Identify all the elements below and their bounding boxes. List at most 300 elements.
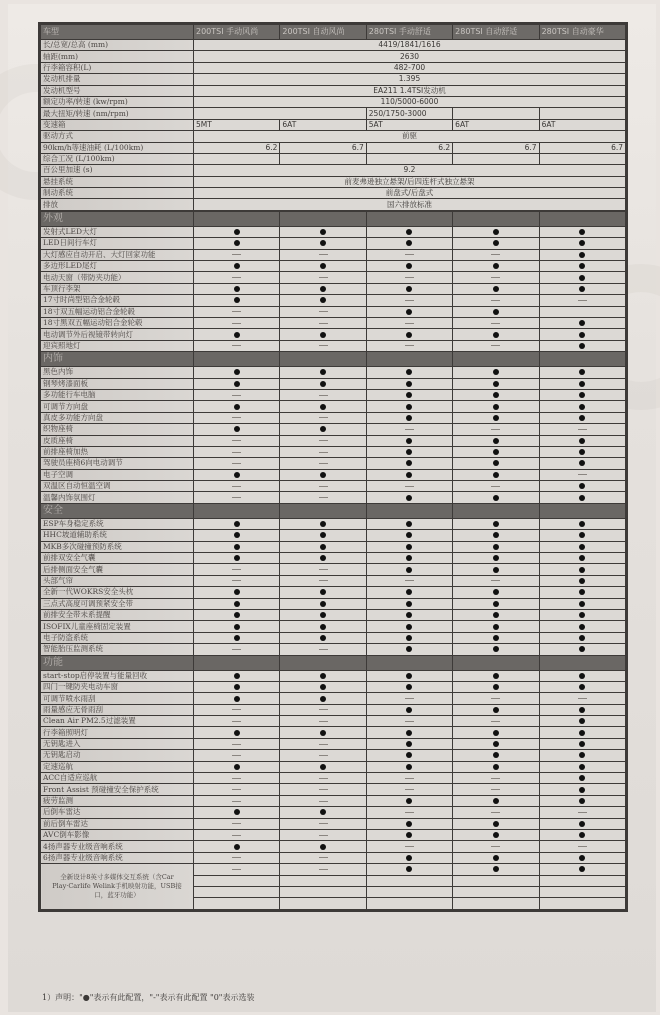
feature-cell — [366, 518, 452, 529]
standard-dot-icon — [579, 521, 585, 527]
trim-header: 280TSI 自动豪华 — [539, 25, 625, 40]
standard-dot-icon — [406, 752, 412, 758]
feature-cell — [194, 553, 280, 564]
spec-label: 制动系统 — [41, 188, 194, 199]
feature-row — [41, 818, 626, 829]
spec-label: 行李箱容积(L) — [41, 62, 194, 73]
feature-cell — [366, 389, 452, 400]
standard-dot-icon — [493, 438, 499, 444]
feature-cell — [366, 598, 452, 609]
standard-dot-icon — [406, 309, 412, 315]
feature-cell — [194, 750, 280, 761]
standard-dot-icon — [493, 392, 499, 398]
spec-label: 额定功率/转速 (kw/rpm) — [41, 96, 194, 107]
not-available-dash-icon — [232, 569, 241, 570]
feature-cell — [280, 469, 366, 480]
standard-dot-icon — [234, 404, 240, 410]
not-available-dash-icon — [405, 254, 414, 255]
feature-row — [41, 226, 626, 237]
feature-cell — [366, 727, 452, 738]
standard-dot-icon — [234, 263, 240, 269]
multimedia-label: 全新设计8英寸多媒体交互系统（含Car Play·Carlife Welink手机映射功能，USB接口，蓝牙功能） — [41, 864, 194, 910]
feature-cell — [280, 632, 366, 643]
feature-cell — [539, 864, 625, 875]
feature-cell — [280, 898, 366, 909]
standard-dot-icon — [320, 472, 326, 478]
feature-cell — [194, 875, 280, 886]
standard-dot-icon — [493, 472, 499, 478]
feature-cell — [194, 564, 280, 575]
feature-cell — [539, 272, 625, 283]
standard-dot-icon — [493, 532, 499, 538]
feature-row — [41, 670, 626, 681]
not-available-dash-icon — [405, 778, 414, 779]
section-header — [41, 503, 626, 518]
not-available-dash-icon — [319, 417, 328, 418]
feature-cell — [194, 587, 280, 598]
standard-dot-icon — [493, 286, 499, 292]
standard-dot-icon — [493, 730, 499, 736]
spec-label: 悬挂系统 — [41, 176, 194, 187]
feature-row — [41, 378, 626, 389]
feature-cell — [539, 818, 625, 829]
spec-value: 9.2 — [194, 165, 626, 176]
feature-cell — [366, 306, 452, 317]
feature-cell — [194, 670, 280, 681]
trim-header: 200TSI 自动风尚 — [280, 25, 366, 40]
not-available-dash-icon — [578, 300, 587, 301]
standard-dot-icon — [579, 718, 585, 724]
feature-cell — [194, 795, 280, 806]
standard-dot-icon — [406, 624, 412, 630]
feature-label: 双温区自动恒温空调 — [41, 481, 194, 492]
feature-cell — [453, 852, 539, 863]
feature-cell — [366, 530, 452, 541]
feature-cell — [453, 818, 539, 829]
feature-cell — [280, 575, 366, 586]
feature-cell — [539, 378, 625, 389]
standard-dot-icon — [320, 589, 326, 595]
not-available-dash-icon — [491, 300, 500, 301]
feature-cell — [366, 773, 452, 784]
section-title: 功能 — [41, 655, 194, 670]
standard-dot-icon — [406, 460, 412, 466]
feature-cell — [280, 750, 366, 761]
feature-cell — [453, 632, 539, 643]
feature-label: 车顶行李架 — [41, 283, 194, 294]
spec-label: 轴距(mm) — [41, 51, 194, 62]
not-available-dash-icon — [319, 277, 328, 278]
standard-dot-icon — [406, 392, 412, 398]
feature-cell — [366, 575, 452, 586]
feature-cell — [280, 875, 366, 886]
feature-label: 多功能行车电脑 — [41, 389, 194, 400]
standard-dot-icon — [406, 532, 412, 538]
feature-label: 疲劳监测 — [41, 795, 194, 806]
feature-row — [41, 841, 626, 852]
not-available-dash-icon — [319, 463, 328, 464]
spec-row — [41, 131, 626, 142]
feature-row — [41, 587, 626, 598]
feature-row — [41, 340, 626, 351]
feature-row — [41, 621, 626, 632]
feature-label: 可调节喷水雨刮 — [41, 693, 194, 704]
not-available-dash-icon — [491, 277, 500, 278]
feature-cell — [280, 226, 366, 237]
feature-cell — [366, 795, 452, 806]
feature-row — [41, 852, 626, 863]
spec-empty — [453, 108, 539, 119]
standard-dot-icon — [493, 332, 499, 338]
feature-label: 前后倒车雷达 — [41, 818, 194, 829]
not-available-dash-icon — [578, 698, 587, 699]
not-available-dash-icon — [232, 277, 241, 278]
section-header — [41, 211, 626, 226]
fuel-value: 6.7 — [539, 142, 625, 153]
feature-row — [41, 249, 626, 260]
feature-cell — [453, 864, 539, 875]
feature-row — [41, 295, 626, 306]
feature-cell — [453, 681, 539, 692]
feature-cell — [539, 693, 625, 704]
feature-label: 17寸时尚型铝合金轮毂 — [41, 295, 194, 306]
feature-cell — [453, 704, 539, 715]
feature-cell — [366, 261, 452, 272]
feature-cell — [453, 530, 539, 541]
feature-label: 18寸双五幅运动铝合金轮毂 — [41, 306, 194, 317]
spec-row — [41, 62, 626, 73]
feature-cell — [453, 609, 539, 620]
feature-row — [41, 458, 626, 469]
standard-dot-icon — [406, 567, 412, 573]
feature-label: 4扬声器专业级音响系统 — [41, 841, 194, 852]
not-available-dash-icon — [319, 789, 328, 790]
not-available-dash-icon — [232, 721, 241, 722]
not-available-dash-icon — [491, 846, 500, 847]
standard-dot-icon — [234, 229, 240, 235]
fuel-combined-value — [280, 153, 366, 164]
feature-cell — [453, 541, 539, 552]
feature-cell — [194, 716, 280, 727]
feature-cell — [539, 481, 625, 492]
feature-cell — [366, 830, 452, 841]
spec-row — [41, 188, 626, 199]
feature-cell — [453, 716, 539, 727]
feature-cell — [539, 575, 625, 586]
feature-cell — [366, 492, 452, 503]
fuel-value: 6.7 — [280, 142, 366, 153]
feature-row — [41, 704, 626, 715]
feature-label: start-stop启停装置与能量回收 — [41, 670, 194, 681]
standard-dot-icon — [406, 673, 412, 679]
feature-cell — [280, 530, 366, 541]
feature-cell — [194, 226, 280, 237]
not-available-dash-icon — [232, 649, 241, 650]
standard-dot-icon — [406, 612, 412, 618]
feature-cell — [366, 864, 452, 875]
not-available-dash-icon — [232, 452, 241, 453]
feature-cell — [194, 773, 280, 784]
feature-cell — [366, 340, 452, 351]
standard-dot-icon — [320, 332, 326, 338]
not-available-dash-icon — [232, 417, 241, 418]
feature-cell — [366, 670, 452, 681]
not-available-dash-icon — [319, 395, 328, 396]
feature-row — [41, 238, 626, 249]
standard-dot-icon — [579, 775, 585, 781]
spec-value: 前盘式/后盘式 — [194, 188, 626, 199]
feature-label: 多边形LED尾灯 — [41, 261, 194, 272]
feature-cell — [194, 818, 280, 829]
feature-cell — [280, 340, 366, 351]
feature-cell — [453, 518, 539, 529]
standard-dot-icon — [320, 381, 326, 387]
not-available-dash-icon — [319, 721, 328, 722]
feature-label: 全新一代WOKRS安全头枕 — [41, 587, 194, 598]
standard-dot-icon — [579, 821, 585, 827]
standard-dot-icon — [406, 764, 412, 770]
feature-cell — [453, 401, 539, 412]
feature-label: 前排双安全气囊 — [41, 553, 194, 564]
not-available-dash-icon — [319, 835, 328, 836]
not-available-dash-icon — [319, 440, 328, 441]
not-available-dash-icon — [232, 823, 241, 824]
feature-cell — [280, 598, 366, 609]
feature-cell — [194, 632, 280, 643]
feature-cell — [453, 670, 539, 681]
standard-dot-icon — [320, 635, 326, 641]
standard-dot-icon — [493, 832, 499, 838]
not-available-dash-icon — [232, 835, 241, 836]
feature-cell — [539, 541, 625, 552]
standard-dot-icon — [320, 673, 326, 679]
not-available-dash-icon — [319, 801, 328, 802]
feature-cell — [280, 306, 366, 317]
feature-cell — [453, 587, 539, 598]
standard-dot-icon — [579, 404, 585, 410]
feature-row — [41, 807, 626, 818]
feature-cell — [539, 226, 625, 237]
standard-dot-icon — [406, 832, 412, 838]
feature-cell — [453, 575, 539, 586]
standard-dot-icon — [320, 426, 326, 432]
feature-label: Front Assist 预碰撞安全保护系统 — [41, 784, 194, 795]
feature-label: ISOFIX儿童座椅固定装置 — [41, 621, 194, 632]
fuel-value: 6.2 — [366, 142, 452, 153]
feature-cell — [280, 272, 366, 283]
feature-cell — [453, 340, 539, 351]
not-available-dash-icon — [491, 789, 500, 790]
not-available-dash-icon — [232, 311, 241, 312]
feature-cell — [280, 716, 366, 727]
feature-cell — [453, 761, 539, 772]
feature-cell — [280, 841, 366, 852]
standard-dot-icon — [406, 855, 412, 861]
not-available-dash-icon — [232, 869, 241, 870]
standard-dot-icon — [406, 438, 412, 444]
feature-cell — [194, 609, 280, 620]
standard-dot-icon — [406, 866, 412, 872]
feature-cell — [539, 898, 625, 909]
standard-dot-icon — [320, 229, 326, 235]
not-available-dash-icon — [491, 812, 500, 813]
feature-cell — [280, 693, 366, 704]
feature-cell — [194, 261, 280, 272]
feature-cell — [453, 564, 539, 575]
feature-row — [41, 389, 626, 400]
section-header — [41, 352, 626, 367]
feature-row — [41, 575, 626, 586]
standard-dot-icon — [493, 381, 499, 387]
not-available-dash-icon — [319, 755, 328, 756]
not-available-dash-icon — [319, 254, 328, 255]
standard-dot-icon — [493, 855, 499, 861]
standard-dot-icon — [579, 866, 585, 872]
spec-value: 1.395 — [194, 74, 626, 85]
feature-cell — [453, 830, 539, 841]
spec-value: 482-700 — [194, 62, 626, 73]
standard-dot-icon — [320, 624, 326, 630]
feature-cell — [453, 306, 539, 317]
feature-cell — [194, 681, 280, 692]
standard-dot-icon — [579, 532, 585, 538]
feature-cell — [194, 621, 280, 632]
not-available-dash-icon — [232, 345, 241, 346]
standard-dot-icon — [579, 578, 585, 584]
standard-dot-icon — [320, 286, 326, 292]
feature-cell — [280, 670, 366, 681]
feature-cell — [453, 469, 539, 480]
feature-cell — [453, 389, 539, 400]
standard-dot-icon — [579, 252, 585, 258]
fuel-value: 6.7 — [453, 142, 539, 153]
not-available-dash-icon — [232, 801, 241, 802]
standard-dot-icon — [320, 696, 326, 702]
standard-dot-icon — [579, 567, 585, 573]
not-available-dash-icon — [405, 698, 414, 699]
feature-cell — [194, 249, 280, 260]
feature-cell — [453, 644, 539, 655]
spec-row — [41, 85, 626, 96]
feature-cell — [280, 644, 366, 655]
spec-label: 最大扭矩/转速 (nm/rpm) — [41, 108, 194, 119]
feature-cell — [453, 621, 539, 632]
standard-dot-icon — [406, 404, 412, 410]
feature-cell — [539, 670, 625, 681]
feature-cell — [539, 261, 625, 272]
standard-dot-icon — [406, 229, 412, 235]
standard-dot-icon — [234, 297, 240, 303]
feature-cell — [280, 795, 366, 806]
feature-row — [41, 435, 626, 446]
standard-dot-icon — [406, 707, 412, 713]
standard-dot-icon — [579, 555, 585, 561]
feature-label: 前排座椅加热 — [41, 446, 194, 457]
feature-cell — [539, 530, 625, 541]
standard-dot-icon — [234, 589, 240, 595]
spec-row — [41, 119, 626, 130]
standard-dot-icon — [493, 673, 499, 679]
not-available-dash-icon — [491, 721, 500, 722]
feature-cell — [280, 412, 366, 423]
feature-cell — [194, 830, 280, 841]
feature-label: Clean Air PM2.5过滤装置 — [41, 716, 194, 727]
spec-label: 发动机排量 — [41, 74, 194, 85]
feature-cell — [539, 249, 625, 260]
standard-dot-icon — [406, 286, 412, 292]
feature-cell — [453, 598, 539, 609]
not-available-dash-icon — [578, 429, 587, 430]
standard-dot-icon — [493, 369, 499, 375]
standard-dot-icon — [579, 855, 585, 861]
feature-cell — [194, 435, 280, 446]
feature-cell — [366, 401, 452, 412]
standard-dot-icon — [493, 555, 499, 561]
not-available-dash-icon — [405, 812, 414, 813]
not-available-dash-icon — [491, 486, 500, 487]
feature-cell — [539, 564, 625, 575]
feature-cell — [280, 435, 366, 446]
feature-cell — [194, 841, 280, 852]
spec-label: 百公里加速 (s) — [41, 165, 194, 176]
standard-dot-icon — [493, 240, 499, 246]
not-available-dash-icon — [232, 744, 241, 745]
standard-dot-icon — [234, 696, 240, 702]
feature-cell — [453, 727, 539, 738]
spec-value: 4419/1841/1616 — [194, 40, 626, 51]
feature-cell — [280, 564, 366, 575]
standard-dot-icon — [320, 730, 326, 736]
standard-dot-icon — [493, 415, 499, 421]
feature-cell — [366, 750, 452, 761]
feature-cell — [453, 295, 539, 306]
feature-cell — [539, 830, 625, 841]
feature-cell — [194, 518, 280, 529]
feature-cell — [539, 727, 625, 738]
feature-cell — [539, 389, 625, 400]
standard-dot-icon — [493, 764, 499, 770]
feature-cell — [453, 435, 539, 446]
feature-cell — [280, 587, 366, 598]
spec-empty — [194, 108, 367, 119]
feature-cell — [280, 401, 366, 412]
feature-cell — [194, 272, 280, 283]
not-available-dash-icon — [491, 254, 500, 255]
standard-dot-icon — [406, 684, 412, 690]
spec-value: 110/5000-6000 — [194, 96, 626, 107]
standard-dot-icon — [234, 426, 240, 432]
feature-cell — [539, 401, 625, 412]
standard-dot-icon — [493, 624, 499, 630]
gearbox-value: 5AT — [366, 119, 452, 130]
feature-cell — [194, 704, 280, 715]
feature-row — [41, 317, 626, 328]
feature-cell — [366, 609, 452, 620]
gearbox-value: 5MT — [194, 119, 280, 130]
spec-label: 综合工况 (L/100km) — [41, 153, 194, 164]
feature-cell — [280, 727, 366, 738]
spec-label: 90km/h等速油耗 (L/100km) — [41, 142, 194, 153]
standard-dot-icon — [579, 612, 585, 618]
feature-row — [41, 541, 626, 552]
standard-dot-icon — [579, 624, 585, 630]
standard-dot-icon — [320, 844, 326, 850]
standard-dot-icon — [406, 635, 412, 641]
standard-dot-icon — [406, 263, 412, 269]
feature-cell — [194, 693, 280, 704]
gearbox-value: 6AT — [539, 119, 625, 130]
standard-dot-icon — [579, 707, 585, 713]
